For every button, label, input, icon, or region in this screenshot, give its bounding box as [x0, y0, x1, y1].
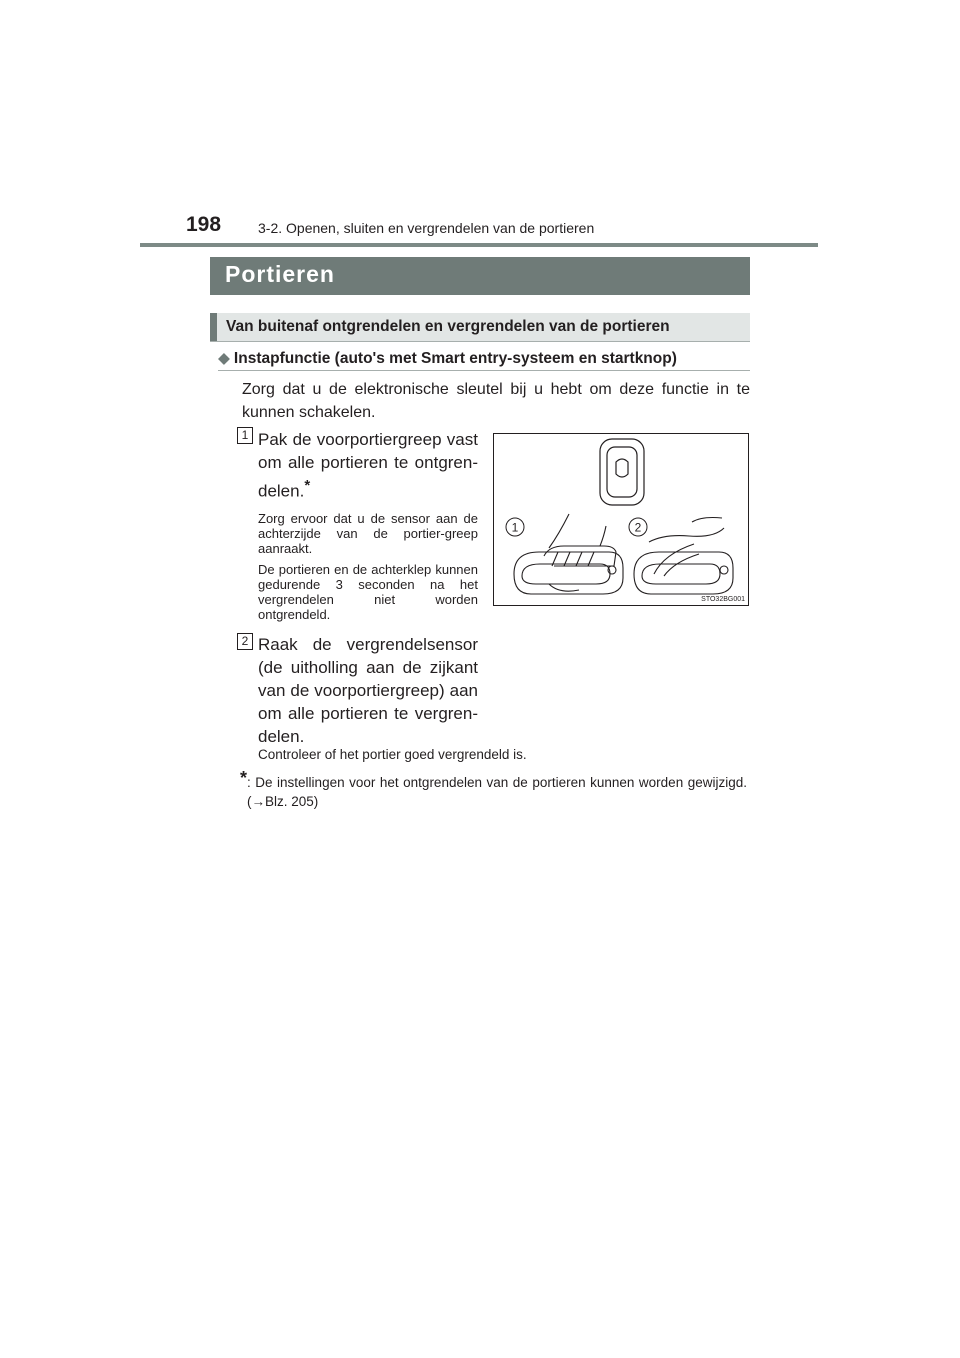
- feature-heading-text: Instapfunctie (auto's met Smart entry-systeem en startknop): [233, 350, 677, 367]
- step-1-note-1: Zorg ervoor dat u de sensor aan de achterzijde van de portier-greep aanraakt.: [258, 510, 478, 556]
- subsection-accent: [210, 313, 217, 341]
- feature-rule: [218, 370, 750, 371]
- grip-handle-drawing: [511, 514, 623, 594]
- subsection-title: Van buitenaf ontgrendelen en vergrendelen van de portieren: [226, 318, 670, 335]
- callout-1-label: 1: [511, 520, 519, 535]
- door-handle-illustration: [493, 433, 749, 606]
- illustration-svg: [494, 434, 750, 607]
- step-1: [258, 428, 478, 622]
- callout-2-label: 2: [634, 520, 642, 535]
- key-fob-icon: [600, 439, 644, 505]
- step-2-text: Raak de vergrendelsensor (de uitholling aan de zijkant van de voorportiergreep) aan om alle portieren te vergren-delen.: [258, 635, 478, 746]
- step-2-note: Controleer of het portier goed vergrendeld is.: [258, 747, 527, 762]
- figure-code: STO32BG001: [701, 596, 745, 603]
- feature-heading: [218, 349, 677, 368]
- chapter-title: 3-2. Openen, sluiten en vergrendelen van de portieren: [258, 220, 595, 236]
- section-title: Portieren: [225, 261, 335, 287]
- touch-handle-drawing: [634, 518, 733, 595]
- step-1-text: [258, 428, 478, 503]
- feature-intro: Zorg dat u de elektronische sleutel bij u hebt om deze functie in te kunnen schakelen.: [242, 381, 750, 421]
- step-1-asterisk: *: [304, 477, 311, 494]
- step-1-text-body: Pak de voorportiergreep vast om alle portieren te ontgren-delen.: [258, 430, 478, 501]
- footnote-marker: *: [240, 768, 248, 788]
- section-title-bar: [210, 257, 750, 295]
- subsection-rule: [210, 341, 750, 342]
- subsection-bar: [210, 313, 750, 341]
- callout-2: [629, 518, 647, 536]
- step-1-badge: 1: [237, 427, 253, 444]
- diamond-icon: ◆: [218, 350, 230, 367]
- step-1-note-2: De portieren en de achterklep kunnen gedurende 3 seconden na het vergrendelen niet worden ontgrendeld.: [258, 561, 478, 622]
- footnote-text: : De instellingen voor het ontgrendelen van de portieren kunnen worden gewijzigd.(→Blz. 205): [247, 775, 747, 809]
- step-2-badge: 2: [237, 633, 253, 650]
- header-rule: [140, 243, 818, 247]
- page-number: 198: [186, 213, 222, 236]
- callout-1: [506, 518, 524, 536]
